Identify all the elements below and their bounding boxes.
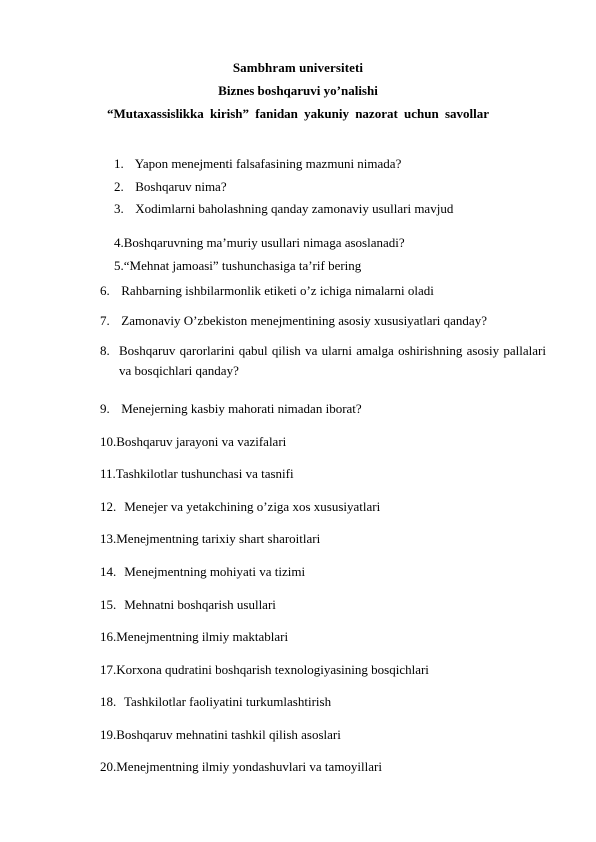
question-number: 16. — [100, 629, 117, 644]
question-text: Zamonaviy O’zbekiston menejmentining asosiy xususiyatlari qanday? — [121, 313, 487, 328]
question-text: Tashkilotlar tushunchasi va tasnifi — [115, 466, 294, 481]
question-number: 7. — [100, 313, 110, 328]
question-item — [114, 233, 405, 253]
question-number: 15. — [100, 597, 117, 612]
question-item — [100, 627, 288, 647]
question-text: Yapon menejmenti falsafasining mazmuni nimada? — [134, 156, 402, 171]
question-text: Menejmentning ilmiy yondashuvlari va tamoyillari — [116, 759, 382, 774]
question-item — [100, 725, 341, 745]
question-text: “Mehnat jamoasi” tushunchasiga ta’rif bering — [123, 258, 362, 273]
question-item — [114, 154, 401, 174]
university-title: Sambhram universiteti — [232, 60, 364, 75]
question-number: 6. — [100, 283, 110, 298]
question-item — [100, 311, 487, 331]
question-text: Boshqaruv mehnatini tashkil qilish asoslari — [116, 727, 341, 742]
question-item — [100, 341, 546, 381]
direction-title: Biznes boshqaruvi yo’nalishi — [218, 83, 378, 98]
question-text: Menejmentning tarixiy shart sharoitlari — [116, 531, 321, 546]
question-item — [100, 432, 286, 452]
question-number: 14. — [100, 564, 117, 579]
question-number: 13. — [100, 531, 117, 546]
question-item — [100, 757, 382, 777]
question-text: Boshqaruvning ma’muriy usullari nimaga asoslanadi? — [123, 235, 405, 250]
question-item — [100, 529, 320, 549]
question-text: Menejmentning mohiyati va tizimi — [124, 564, 306, 579]
question-item — [100, 562, 305, 582]
question-item — [100, 595, 276, 615]
question-text: Boshqaruv qarorlarini qabul qilish va ularni amalga oshirishning asosiy pallalari va bosqichlari qanday? — [119, 343, 546, 378]
question-number: 12. — [100, 499, 117, 514]
question-number: 17. — [100, 662, 117, 677]
question-number: 8. — [100, 343, 110, 358]
question-text: Rahbarning ishbilarmonlik etiketi o’z ichiga nimalarni oladi — [121, 283, 434, 298]
question-number: 9. — [100, 401, 110, 416]
question-text: Tashkilotlar faoliyatini turkumlashtirish — [124, 694, 332, 709]
question-number: 1. — [114, 156, 124, 171]
question-item — [114, 199, 453, 219]
question-item — [114, 256, 361, 276]
question-number: 2. — [114, 179, 124, 194]
question-item — [114, 177, 227, 197]
question-item — [100, 692, 331, 712]
question-number: 20. — [100, 759, 117, 774]
question-text: Xodimlarni baholashning qanday zamonaviy usullari mavjud — [135, 201, 454, 216]
document-subtitle: “Mutaxassislikka kirish” fanidan yakuniy nazorat uchun savollar — [106, 106, 490, 121]
question-text: Korxona qudratini boshqarish texnologiyasining bosqichlari — [116, 662, 429, 677]
question-number: 18. — [100, 694, 117, 709]
question-text: Mehnatni boshqarish usullari — [124, 597, 276, 612]
question-number: 5. — [114, 258, 124, 273]
question-number: 4. — [114, 235, 124, 250]
question-number: 11. — [100, 466, 116, 481]
question-item — [100, 281, 434, 301]
question-text: Menejer va yetakchining o’ziga xos xususiyatlari — [124, 499, 381, 514]
question-number: 19. — [100, 727, 117, 742]
question-item — [100, 660, 429, 680]
question-item — [100, 399, 362, 419]
question-number: 10. — [100, 434, 117, 449]
question-text: Menejmentning ilmiy maktablari — [116, 629, 289, 644]
question-number: 3. — [114, 201, 124, 216]
question-text: Menejerning kasbiy mahorati nimadan iborat? — [121, 401, 362, 416]
question-text: Boshqaruv nima? — [135, 179, 227, 194]
question-item — [100, 464, 294, 484]
question-item — [100, 497, 380, 517]
question-text: Boshqaruv jarayoni va vazifalari — [116, 434, 287, 449]
